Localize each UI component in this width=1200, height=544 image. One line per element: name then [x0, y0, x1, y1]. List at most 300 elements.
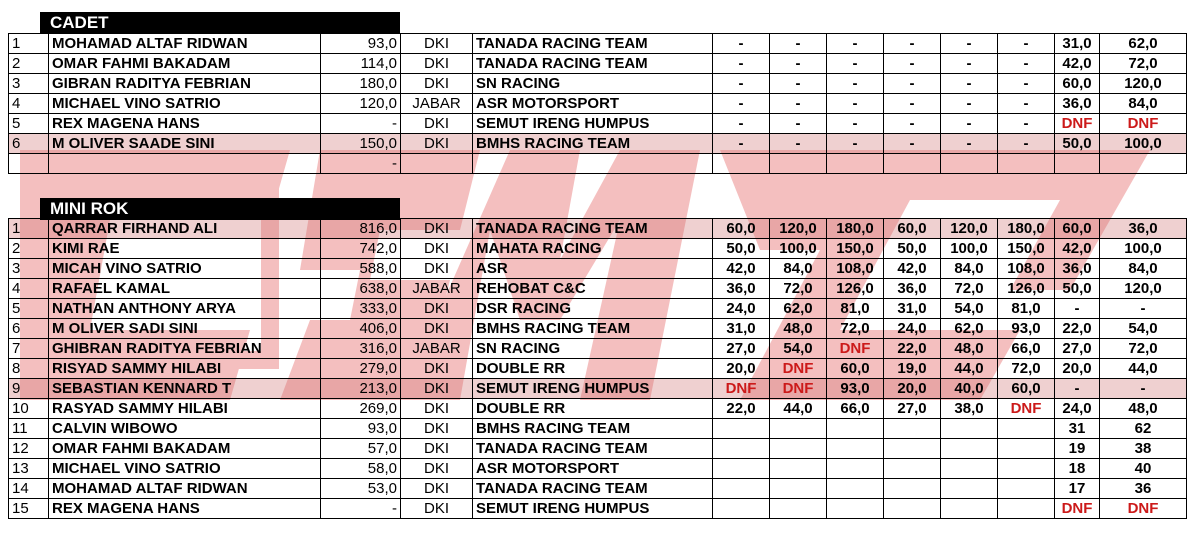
race-result-6: 66,0: [998, 339, 1055, 359]
driver-name: MICAH VINO SATRIO: [49, 259, 321, 279]
race-result-2: -: [770, 94, 827, 114]
race-result-1: 24,0: [713, 299, 770, 319]
race-result-1: -: [713, 54, 770, 74]
province: DKI: [401, 34, 473, 54]
province: DKI: [401, 114, 473, 134]
race-result-5: 54,0: [941, 299, 998, 319]
driver-name: M OLIVER SADI SINI: [49, 319, 321, 339]
race-result-8: -: [1100, 299, 1187, 319]
race-result-6: -: [998, 114, 1055, 134]
race-result-5: 84,0: [941, 259, 998, 279]
total-points: -: [321, 499, 401, 519]
team-name: DSR RACING: [473, 299, 713, 319]
row-number: 4: [9, 279, 49, 299]
race-result-8: DNF: [1100, 499, 1187, 519]
race-result-8: 62: [1100, 419, 1187, 439]
race-result-4: 20,0: [884, 379, 941, 399]
race-result-7: 60,0: [1055, 219, 1100, 239]
race-result-6: [998, 459, 1055, 479]
race-result-1: -: [713, 134, 770, 154]
race-result-6: 150,0: [998, 239, 1055, 259]
race-result-5: 40,0: [941, 379, 998, 399]
driver-name: OMAR FAHMI BAKADAM: [49, 54, 321, 74]
race-result-3: 180,0: [827, 219, 884, 239]
province: DKI: [401, 439, 473, 459]
table-row: [9, 279, 1187, 299]
total-points: 150,0: [321, 134, 401, 154]
race-result-5: [941, 154, 998, 174]
driver-name: MOHAMAD ALTAF RIDWAN: [49, 479, 321, 499]
row-number: 12: [9, 439, 49, 459]
race-result-2: -: [770, 34, 827, 54]
cadet-section-title: CADET: [40, 12, 400, 34]
race-result-2: -: [770, 134, 827, 154]
total-points: 588,0: [321, 259, 401, 279]
province: JABAR: [401, 94, 473, 114]
race-result-4: -: [884, 114, 941, 134]
race-result-3: [827, 419, 884, 439]
driver-name: [49, 154, 321, 174]
race-result-8: 72,0: [1100, 54, 1187, 74]
driver-name: GIBRAN RADITYA FEBRIAN: [49, 74, 321, 94]
race-result-6: 60,0: [998, 379, 1055, 399]
table-row: [9, 319, 1187, 339]
race-result-5: 72,0: [941, 279, 998, 299]
race-result-8: 100,0: [1100, 134, 1187, 154]
team-name: MAHATA RACING: [473, 239, 713, 259]
total-points: 53,0: [321, 479, 401, 499]
province: [401, 154, 473, 174]
race-result-2: -: [770, 54, 827, 74]
total-points: 213,0: [321, 379, 401, 399]
race-result-2: 100,0: [770, 239, 827, 259]
race-result-2: -: [770, 74, 827, 94]
race-result-1: [713, 459, 770, 479]
total-points: 316,0: [321, 339, 401, 359]
driver-name: MICHAEL VINO SATRIO: [49, 459, 321, 479]
race-result-8: 54,0: [1100, 319, 1187, 339]
race-result-5: 38,0: [941, 399, 998, 419]
race-result-7: 42,0: [1055, 54, 1100, 74]
race-result-1: -: [713, 34, 770, 54]
race-result-5: -: [941, 114, 998, 134]
race-result-7: DNF: [1055, 114, 1100, 134]
race-result-2: [770, 154, 827, 174]
race-result-4: 22,0: [884, 339, 941, 359]
team-name: SN RACING: [473, 74, 713, 94]
race-result-4: [884, 154, 941, 174]
table-row: [9, 259, 1187, 279]
province: DKI: [401, 219, 473, 239]
total-points: 269,0: [321, 399, 401, 419]
race-result-4: 27,0: [884, 399, 941, 419]
race-result-6: -: [998, 34, 1055, 54]
team-name: SEMUT IRENG HUMPUS: [473, 499, 713, 519]
race-result-4: [884, 419, 941, 439]
race-result-3: 108,0: [827, 259, 884, 279]
driver-name: M OLIVER SAADE SINI: [49, 134, 321, 154]
table-row: [9, 34, 1187, 54]
total-points: 57,0: [321, 439, 401, 459]
race-result-7: 19: [1055, 439, 1100, 459]
race-result-1: [713, 439, 770, 459]
race-result-4: 31,0: [884, 299, 941, 319]
team-name: ASR MOTORSPORT: [473, 94, 713, 114]
row-number: 5: [9, 299, 49, 319]
row-number: 5: [9, 114, 49, 134]
province: DKI: [401, 499, 473, 519]
driver-name: REX MAGENA HANS: [49, 114, 321, 134]
race-result-3: -: [827, 134, 884, 154]
race-result-1: -: [713, 114, 770, 134]
driver-name: RAFAEL KAMAL: [49, 279, 321, 299]
race-result-1: 60,0: [713, 219, 770, 239]
race-result-2: 120,0: [770, 219, 827, 239]
cadet-table: [8, 33, 1187, 174]
row-number: 4: [9, 94, 49, 114]
province: DKI: [401, 399, 473, 419]
race-result-5: -: [941, 74, 998, 94]
race-result-7: 36,0: [1055, 259, 1100, 279]
row-number: 13: [9, 459, 49, 479]
race-result-5: -: [941, 94, 998, 114]
table-row: [9, 499, 1187, 519]
driver-name: OMAR FAHMI BAKADAM: [49, 439, 321, 459]
race-result-4: -: [884, 134, 941, 154]
province: DKI: [401, 259, 473, 279]
table-row: [9, 359, 1187, 379]
row-number: 6: [9, 134, 49, 154]
row-number: 11: [9, 419, 49, 439]
team-name: ASR MOTORSPORT: [473, 459, 713, 479]
race-result-2: 54,0: [770, 339, 827, 359]
race-result-8: [1100, 154, 1187, 174]
row-number: 2: [9, 239, 49, 259]
race-result-7: 60,0: [1055, 74, 1100, 94]
driver-name: KIMI RAE: [49, 239, 321, 259]
race-result-5: [941, 419, 998, 439]
row-number: 8: [9, 359, 49, 379]
race-result-4: 42,0: [884, 259, 941, 279]
team-name: TANADA RACING TEAM: [473, 479, 713, 499]
race-result-8: 38: [1100, 439, 1187, 459]
race-result-2: DNF: [770, 379, 827, 399]
race-result-7: 20,0: [1055, 359, 1100, 379]
race-result-4: [884, 459, 941, 479]
race-result-7: 22,0: [1055, 319, 1100, 339]
race-result-3: -: [827, 54, 884, 74]
race-result-5: [941, 459, 998, 479]
race-result-7: -: [1055, 299, 1100, 319]
race-result-1: 42,0: [713, 259, 770, 279]
race-result-3: -: [827, 94, 884, 114]
race-result-1: -: [713, 74, 770, 94]
race-result-5: 48,0: [941, 339, 998, 359]
race-result-6: 108,0: [998, 259, 1055, 279]
team-name: DOUBLE RR: [473, 359, 713, 379]
table-row: [9, 419, 1187, 439]
row-number: 10: [9, 399, 49, 419]
province: DKI: [401, 239, 473, 259]
table-row: [9, 339, 1187, 359]
race-result-1: 20,0: [713, 359, 770, 379]
table-row: [9, 239, 1187, 259]
row-number: 3: [9, 74, 49, 94]
race-result-8: DNF: [1100, 114, 1187, 134]
row-number: [9, 154, 49, 174]
race-result-2: 62,0: [770, 299, 827, 319]
race-result-8: 36,0: [1100, 219, 1187, 239]
team-name: SN RACING: [473, 339, 713, 359]
team-name: TANADA RACING TEAM: [473, 34, 713, 54]
province: DKI: [401, 359, 473, 379]
race-result-7: 50,0: [1055, 134, 1100, 154]
race-result-4: [884, 439, 941, 459]
team-name: ASR: [473, 259, 713, 279]
race-result-1: 31,0: [713, 319, 770, 339]
race-result-5: 62,0: [941, 319, 998, 339]
total-points: 279,0: [321, 359, 401, 379]
driver-name: NATHAN ANTHONY ARYA: [49, 299, 321, 319]
total-points: 114,0: [321, 54, 401, 74]
race-result-4: [884, 479, 941, 499]
race-result-3: [827, 479, 884, 499]
race-result-2: [770, 479, 827, 499]
race-result-4: -: [884, 34, 941, 54]
race-result-7: 31: [1055, 419, 1100, 439]
race-result-2: [770, 499, 827, 519]
race-result-3: -: [827, 74, 884, 94]
province: DKI: [401, 379, 473, 399]
row-number: 7: [9, 339, 49, 359]
table-row: [9, 299, 1187, 319]
team-name: BMHS RACING TEAM: [473, 419, 713, 439]
race-result-5: -: [941, 134, 998, 154]
table-row: [9, 219, 1187, 239]
table-row: [9, 94, 1187, 114]
race-result-7: 24,0: [1055, 399, 1100, 419]
race-result-4: -: [884, 54, 941, 74]
race-result-4: -: [884, 74, 941, 94]
race-result-8: 48,0: [1100, 399, 1187, 419]
race-result-8: 44,0: [1100, 359, 1187, 379]
table-row: [9, 114, 1187, 134]
race-result-1: 22,0: [713, 399, 770, 419]
race-result-6: [998, 479, 1055, 499]
race-result-7: 27,0: [1055, 339, 1100, 359]
race-result-8: 100,0: [1100, 239, 1187, 259]
race-result-6: 72,0: [998, 359, 1055, 379]
race-result-7: 18: [1055, 459, 1100, 479]
race-result-6: [998, 419, 1055, 439]
race-result-6: [998, 439, 1055, 459]
table-row: [9, 74, 1187, 94]
race-result-5: -: [941, 34, 998, 54]
race-result-1: [713, 154, 770, 174]
race-result-3: [827, 499, 884, 519]
total-points: -: [321, 154, 401, 174]
race-result-4: 50,0: [884, 239, 941, 259]
race-result-4: 60,0: [884, 219, 941, 239]
table-row: [9, 439, 1187, 459]
race-result-7: DNF: [1055, 499, 1100, 519]
race-result-6: [998, 499, 1055, 519]
race-result-8: 120,0: [1100, 279, 1187, 299]
race-result-7: 17: [1055, 479, 1100, 499]
race-result-3: -: [827, 114, 884, 134]
race-result-6: 126,0: [998, 279, 1055, 299]
total-points: 406,0: [321, 319, 401, 339]
team-name: TANADA RACING TEAM: [473, 54, 713, 74]
race-result-5: [941, 479, 998, 499]
race-result-2: [770, 419, 827, 439]
province: JABAR: [401, 279, 473, 299]
total-points: 638,0: [321, 279, 401, 299]
team-name: SEMUT IRENG HUMPUS: [473, 379, 713, 399]
race-result-4: -: [884, 94, 941, 114]
team-name: DOUBLE RR: [473, 399, 713, 419]
race-result-4: 36,0: [884, 279, 941, 299]
table-row: [9, 54, 1187, 74]
race-result-3: [827, 459, 884, 479]
team-name: SEMUT IRENG HUMPUS: [473, 114, 713, 134]
race-result-8: 120,0: [1100, 74, 1187, 94]
race-result-6: [998, 154, 1055, 174]
driver-name: MOHAMAD ALTAF RIDWAN: [49, 34, 321, 54]
race-result-3: 93,0: [827, 379, 884, 399]
total-points: -: [321, 114, 401, 134]
row-number: 9: [9, 379, 49, 399]
total-points: 120,0: [321, 94, 401, 114]
driver-name: RASYAD SAMMY HILABI: [49, 399, 321, 419]
race-result-3: 72,0: [827, 319, 884, 339]
province: DKI: [401, 419, 473, 439]
race-result-3: 150,0: [827, 239, 884, 259]
team-name: TANADA RACING TEAM: [473, 219, 713, 239]
race-result-2: 44,0: [770, 399, 827, 419]
race-result-8: 72,0: [1100, 339, 1187, 359]
race-result-1: 36,0: [713, 279, 770, 299]
total-points: 816,0: [321, 219, 401, 239]
province: DKI: [401, 299, 473, 319]
race-result-7: -: [1055, 379, 1100, 399]
race-result-1: [713, 499, 770, 519]
race-result-7: 42,0: [1055, 239, 1100, 259]
province: DKI: [401, 54, 473, 74]
province: DKI: [401, 459, 473, 479]
driver-name: GHIBRAN RADITYA FEBRIAN: [49, 339, 321, 359]
team-name: REHOBAT C&C: [473, 279, 713, 299]
driver-name: REX MAGENA HANS: [49, 499, 321, 519]
race-result-2: [770, 439, 827, 459]
race-result-2: 48,0: [770, 319, 827, 339]
driver-name: SEBASTIAN KENNARD T: [49, 379, 321, 399]
team-name: [473, 154, 713, 174]
minirok-table: [8, 218, 1187, 519]
table-row: [9, 399, 1187, 419]
race-result-5: [941, 499, 998, 519]
race-result-8: 84,0: [1100, 94, 1187, 114]
race-result-2: [770, 459, 827, 479]
driver-name: QARRAR FIRHAND ALI: [49, 219, 321, 239]
total-points: 180,0: [321, 74, 401, 94]
race-result-1: [713, 419, 770, 439]
race-result-4: 24,0: [884, 319, 941, 339]
province: DKI: [401, 74, 473, 94]
race-result-6: -: [998, 94, 1055, 114]
table-row: [9, 379, 1187, 399]
race-result-8: -: [1100, 379, 1187, 399]
race-result-5: 44,0: [941, 359, 998, 379]
race-result-8: 84,0: [1100, 259, 1187, 279]
minirok-section-title: MINI ROK: [40, 198, 400, 220]
race-result-1: 27,0: [713, 339, 770, 359]
race-result-2: -: [770, 114, 827, 134]
team-name: BMHS RACING TEAM: [473, 319, 713, 339]
driver-name: CALVIN WIBOWO: [49, 419, 321, 439]
race-result-2: DNF: [770, 359, 827, 379]
race-result-6: 180,0: [998, 219, 1055, 239]
total-points: 742,0: [321, 239, 401, 259]
province: JABAR: [401, 339, 473, 359]
row-number: 1: [9, 34, 49, 54]
row-number: 15: [9, 499, 49, 519]
table-row: [9, 134, 1187, 154]
province: DKI: [401, 479, 473, 499]
total-points: 333,0: [321, 299, 401, 319]
row-number: 3: [9, 259, 49, 279]
race-result-3: [827, 439, 884, 459]
race-result-3: DNF: [827, 339, 884, 359]
race-result-5: -: [941, 54, 998, 74]
race-result-7: 36,0: [1055, 94, 1100, 114]
race-result-3: -: [827, 34, 884, 54]
total-points: 93,0: [321, 419, 401, 439]
race-result-8: 62,0: [1100, 34, 1187, 54]
race-result-7: 50,0: [1055, 279, 1100, 299]
race-result-3: 126,0: [827, 279, 884, 299]
race-result-7: [1055, 154, 1100, 174]
race-result-3: [827, 154, 884, 174]
province: DKI: [401, 134, 473, 154]
race-result-8: 36: [1100, 479, 1187, 499]
table-row: [9, 154, 1187, 174]
race-result-6: DNF: [998, 399, 1055, 419]
race-result-5: 100,0: [941, 239, 998, 259]
race-result-6: -: [998, 134, 1055, 154]
table-row: [9, 479, 1187, 499]
table-row: [9, 459, 1187, 479]
race-result-3: 60,0: [827, 359, 884, 379]
race-result-2: 72,0: [770, 279, 827, 299]
row-number: 1: [9, 219, 49, 239]
race-result-5: 120,0: [941, 219, 998, 239]
race-result-1: [713, 479, 770, 499]
race-result-3: 66,0: [827, 399, 884, 419]
race-result-1: DNF: [713, 379, 770, 399]
team-name: TANADA RACING TEAM: [473, 439, 713, 459]
race-result-6: 81,0: [998, 299, 1055, 319]
row-number: 14: [9, 479, 49, 499]
race-result-8: 40: [1100, 459, 1187, 479]
race-result-3: 81,0: [827, 299, 884, 319]
driver-name: MICHAEL VINO SATRIO: [49, 94, 321, 114]
race-result-1: 50,0: [713, 239, 770, 259]
total-points: 93,0: [321, 34, 401, 54]
driver-name: RISYAD SAMMY HILABI: [49, 359, 321, 379]
race-result-5: [941, 439, 998, 459]
race-result-6: -: [998, 54, 1055, 74]
